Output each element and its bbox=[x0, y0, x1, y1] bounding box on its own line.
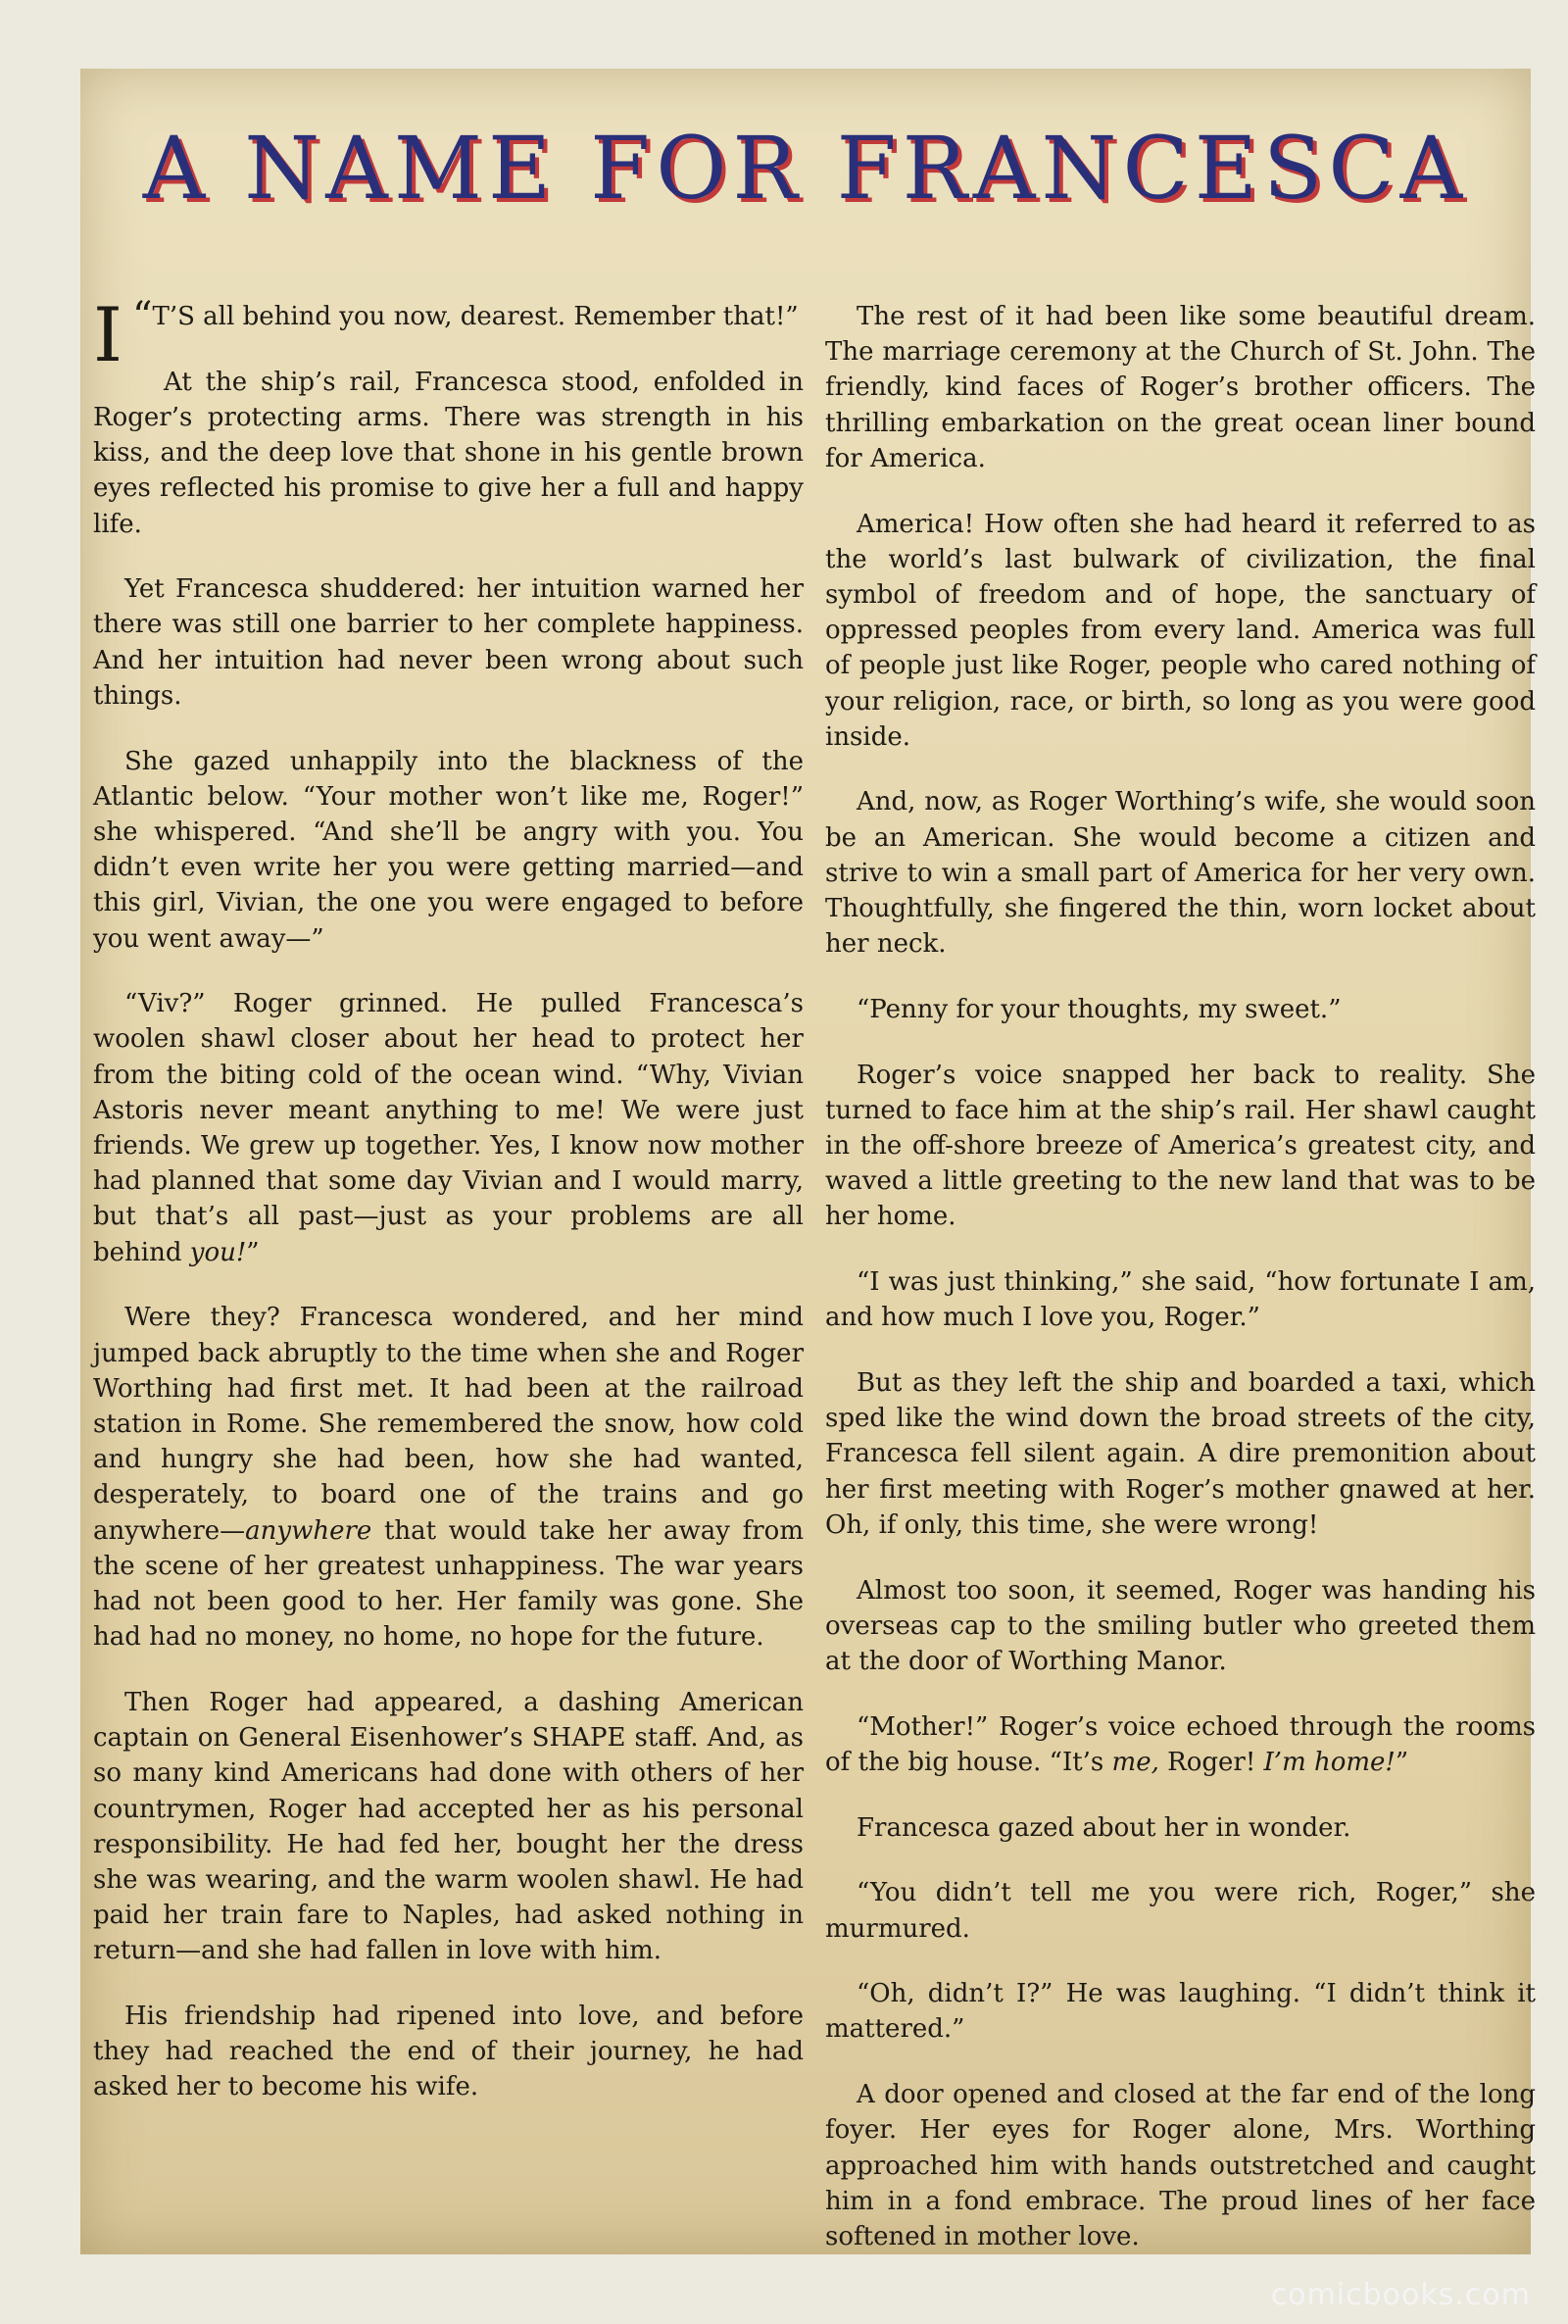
story-title: A NAME FOR FRANCESCA bbox=[142, 118, 1469, 219]
paragraph: Then Roger had appeared, a dashing American captain on General Eisenhower’s SHAPE staff. And, as so many kind Americans had done with others of her countrymen, Roger had accepted her as his personal responsibility. He had fed her, bought her the dress she was wearing, and the warm woolen shawl. He had paid her train fare to Naples, had asked nothing in return—and she had fallen in love with him. bbox=[93, 1687, 804, 1966]
paragraph-text: “Viv?” Roger grinned. He pulled Francesca’s woolen shawl closer about her head to protect her from the biting cold of the ocean wind. “Why, Vivian Astoris never meant anything to me! We were just friends. We grew up together. Yes, I know now mother had planned that some day Vivian and I would marry, but that’s all past—just as your problems are all behind bbox=[93, 989, 804, 1267]
site-watermark: comicbooks.com bbox=[1270, 2278, 1531, 2312]
paragraph: She gazed unhappily into the blackness of the Atlantic below. “Your mother won’t like me, Roger!” she whispered. “And she’ll be angry with you. You didn’t even write her you were getting married—and this girl, Vivian, the one you were engaged to before you went away—” bbox=[93, 746, 804, 954]
paragraph: America! How often she had heard it referred to as the world’s last bulwark of civilization, the final symbol of freedom and of hope, the sanctuary of oppressed peoples from every land. America was full of people just like Roger, people who cared nothing of your religion, race, or birth, so long as you were good inside. bbox=[825, 509, 1536, 752]
paragraph-text: ” bbox=[1395, 1747, 1409, 1777]
paragraph: “You didn’t tell me you were rich, Roger,” she murmured. bbox=[825, 1878, 1536, 1944]
paragraph: But as they left the ship and boarded a taxi, which sped like the wind down the broad streets of the city, Francesca fell silent again. A dire premonition about her first meeting with Roger’s mother gnawed at her. Oh, if only, this time, she were wrong! bbox=[825, 1368, 1536, 1540]
paragraph-text: “Mother!” Roger’s voice echoed through the rooms of the big house. “It’s bbox=[825, 1711, 1536, 1777]
opening-quote-mark: “ bbox=[132, 294, 153, 339]
paragraph bbox=[93, 986, 804, 1270]
paragraph: And, now, as Roger Worthing’s wife, she would soon be an American. She would become a citizen and strive to win a small part of America for her very own. Thoughtfully, she fingered the thin, worn locket about her neck. bbox=[825, 787, 1536, 960]
paragraph: “Oh, didn’t I?” He was laughing. “I didn’t think it mattered.” bbox=[825, 1979, 1536, 2045]
paragraph: Yet Francesca shuddered: her intuition warned her there was still one barrier to her complete happiness. And her intuition had never been wrong about such things. bbox=[93, 574, 804, 711]
paragraph: Almost too soon, it seemed, Roger was handing his overseas cap to the smiling butler who greeted them at the door of Worthing Manor. bbox=[825, 1575, 1536, 1676]
paragraph-text: that would take her away from the scene of her greatest unhappiness. The war years had not been good to her. Her family was gone. She had had no money, no home, no hope for the future. bbox=[93, 1515, 804, 1653]
paragraph-text: Were they? Francesca wondered, and her mind jumped back abruptly to the time when she and Roger Worthing had first met. It had been at the railroad station in Rome. She remembered the snow, how cold and hungry she had been, how she had wanted, desperately, to board one of the trains and go anywhere— bbox=[93, 1303, 804, 1546]
emphasis-text: I’m home! bbox=[1263, 1747, 1396, 1777]
opening-text: T’S all behind you now, dearest. Remember that!” bbox=[152, 302, 799, 331]
emphasis-text: you! bbox=[189, 1237, 247, 1267]
emphasis-text: anywhere bbox=[245, 1515, 372, 1546]
left-text-column bbox=[93, 291, 804, 2240]
story-page bbox=[80, 69, 1536, 2254]
paragraph bbox=[93, 1300, 804, 1655]
paragraph: “Penny for your thoughts, my sweet.” bbox=[857, 994, 1342, 1024]
opening-paragraph bbox=[93, 291, 804, 378]
paragraph: The rest of it had been like some beautiful dream. The marriage ceremony at the Church of St. John. The friendly, kind faces of Roger’s brother officers. The thrilling embarkation on the great ocean liner bound for America. bbox=[825, 302, 1536, 473]
paragraph: His friendship had ripened into love, and before they had reached the end of their journey, he had asked her to become his wife. bbox=[93, 2002, 804, 2102]
paragraph: Roger’s voice snapped her back to reality. She turned to face him at the ship’s rail. Her shawl caught in the off-shore breeze of America’s greatest city, and waved a little greeting to the new land that was to be her home. bbox=[825, 1060, 1536, 1232]
right-text-column bbox=[825, 299, 1536, 2251]
paragraph: At the ship’s rail, Francesca stood, enfolded in Roger’s protecting arms. There was strength in his kiss, and the deep love that shone in his gentle brown eyes reflected his promise to give her a full and happy life. bbox=[93, 367, 804, 539]
paragraph-text: ” bbox=[246, 1237, 260, 1267]
drop-cap-letter: I bbox=[93, 291, 123, 378]
paragraph: A door opened and closed at the far end of the long foyer. Her eyes for Roger alone, Mrs. Worthing approached him with hands outstretched and caught him in a fond embrace. The proud lines of her face softened in mother love. bbox=[825, 2080, 1536, 2251]
paragraph-text: Roger! bbox=[1158, 1747, 1264, 1777]
emphasis-text: me, bbox=[1111, 1747, 1159, 1777]
paragraph bbox=[825, 1709, 1536, 1780]
paragraph: “I was just thinking,” she said, “how fortunate I am, and how much I love you, Roger.” bbox=[825, 1267, 1536, 1333]
paragraph: Francesca gazed about her in wonder. bbox=[857, 1812, 1351, 1843]
